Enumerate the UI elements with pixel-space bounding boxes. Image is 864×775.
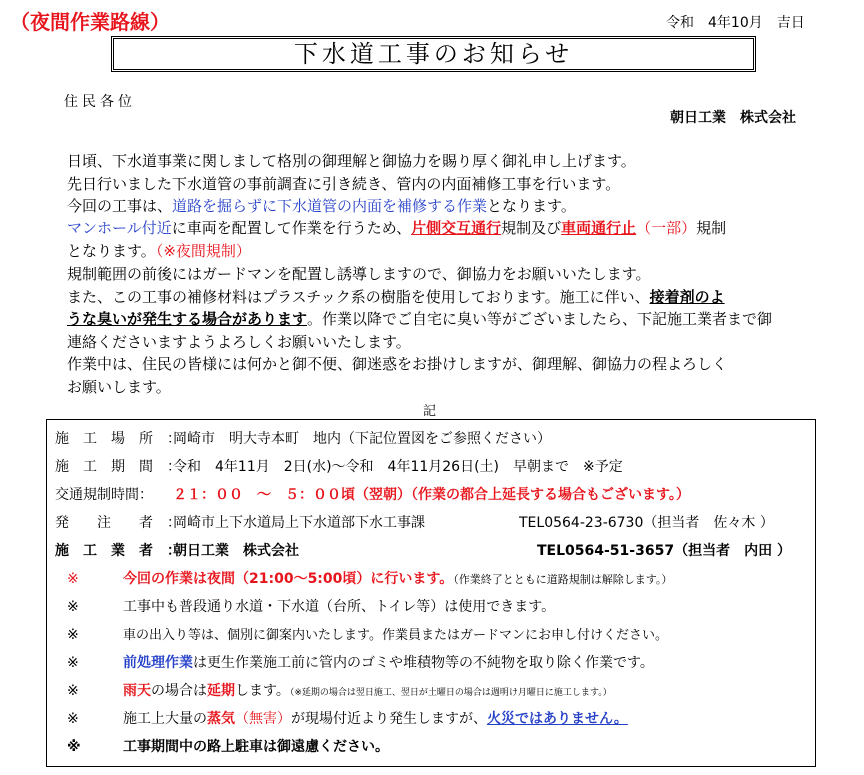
contractor-value: 朝日工業 株式会社 — [173, 543, 299, 559]
body-line-3 — [67, 196, 576, 216]
body-line-6: 規制範囲の前後にはガードマンを配置し誘導しますので、御協力をお願いいたします。 — [67, 265, 651, 283]
note-text: の場合は — [151, 683, 207, 699]
traffic-value: ２１：００ ～ ５：００頃（翌朝）（作業の都合上延長する場合もございます。） — [173, 487, 690, 503]
body-line-11: お願いします。 — [67, 378, 171, 396]
body-line-8 — [67, 309, 772, 329]
note-4 — [67, 652, 654, 672]
note-text: は更生作業施工前に管内のゴミや堆積物等の不純物を取り除く作業です。 — [193, 655, 654, 671]
place-row — [55, 428, 551, 448]
note-highlight: 前処理作業 — [123, 655, 193, 671]
body-line-7 — [67, 287, 725, 307]
note-text: 施工上大量の — [123, 711, 207, 727]
client-label: 発 注 者 ： — [55, 515, 181, 531]
note-5 — [67, 680, 612, 700]
night-work-tag: （夜間作業路線） — [10, 10, 170, 34]
highlight-text: 道路を掘らずに下水道管の内面を補修する作業 — [172, 197, 488, 215]
note-7 — [67, 736, 389, 756]
highlight-text: うな臭いが発生する場合があります — [67, 310, 308, 328]
note-mark: ※ — [67, 571, 79, 587]
note-highlight: 蒸気 — [207, 711, 235, 727]
note-2 — [67, 596, 555, 616]
traffic-label: 交通規制時間： — [55, 487, 153, 503]
body-line-5 — [67, 241, 251, 261]
text: となります。 — [487, 197, 576, 215]
note-3 — [67, 624, 668, 643]
text: 。作業以降でご自宅に臭い等がございましたら、下記施工業者まで御 — [307, 310, 773, 328]
period-value: 令和 4年11月 2日(水)～令和 4年11月26日(土) 早朝まで ※予定 — [173, 459, 623, 475]
client-tel: TEL0564-23-6730（担当者 佐々木 ） — [519, 515, 774, 531]
client-row — [55, 512, 425, 532]
note-text: 工事期間中の路上駐車は御遠慮ください。 — [123, 739, 389, 755]
period-row — [55, 456, 623, 476]
highlight-text: （※夜間規制） — [155, 242, 251, 260]
page-title: 下水道工事のお知らせ — [111, 36, 756, 72]
note-1 — [67, 568, 672, 588]
contractor-label: 施 工 業 者 ： — [55, 543, 181, 559]
note-text: 工事中も普段通り水道・下水道（台所、トイレ等）は使用できます。 — [123, 599, 556, 615]
notice-date: 令和 4年10月 吉日 — [666, 15, 805, 31]
note-6 — [67, 708, 628, 728]
recipients: 住民各位 — [64, 94, 136, 110]
text: 規制 — [696, 219, 727, 237]
text: 規制及び — [501, 219, 562, 237]
highlight-text: （一部） — [636, 219, 697, 237]
text: また、この工事の補修材料はプラスチック系の樹脂を使用しております。施工に伴い、 — [67, 288, 650, 306]
company-name: 朝日工業 株式会社 — [670, 110, 796, 126]
body-line-10: 作業中は、住民の皆様には何かと御不便、御迷惑をお掛けしますが、御理解、御協力の程よろしく — [67, 355, 728, 373]
note-text: が現場付近より発生しますが、 — [291, 711, 487, 727]
text: となります。 — [67, 242, 156, 260]
text: 今回の工事は、 — [67, 197, 173, 215]
note-highlight: 雨天 — [123, 683, 151, 699]
note-text: 車の出入り等は、個別に御案内いたします。作業員またはガードマンにお申し付けください。 — [123, 628, 668, 643]
body-line-1: 日頃、下水道事業に関しまして格別の御理解と御協力を賜り厚く御礼申し上げます。 — [67, 152, 636, 170]
note-mark: ※ — [67, 739, 81, 755]
note-mark: ※ — [67, 683, 79, 699]
note-mark: ※ — [67, 655, 79, 671]
body-line-9: 連絡くださいますようよろしくお願いいたします。 — [67, 333, 411, 351]
period-label: 施 工 期 間 ： — [55, 459, 181, 475]
place-value: 岡崎市 明大寺本町 地内（下記位置図をご参照ください） — [173, 431, 551, 447]
ki-heading: 記 — [423, 404, 437, 419]
highlight-text: 片側交互通行 — [411, 219, 502, 237]
note-mark: ※ — [67, 599, 79, 615]
note-mark: ※ — [67, 627, 79, 643]
text: に車両を配置して作業を行うため、 — [171, 219, 412, 237]
highlight-text: 接着剤のよ — [649, 288, 725, 306]
highlight-text: 車両通行止 — [561, 219, 637, 237]
traffic-row — [55, 484, 690, 504]
contractor-row — [55, 540, 299, 560]
note-highlight: 延期 — [207, 683, 235, 699]
note-text: します。 — [235, 683, 290, 699]
note-text: 今回の作業は夜間（21:00～5:00頃）に行います。 — [123, 571, 454, 587]
note-small: （※延期の場合は翌日施工、翌日が土曜日の場合は週明け月曜日に施工します。） — [289, 688, 612, 698]
note-highlight: （無害） — [235, 711, 291, 727]
contractor-tel: TEL0564-51-3657（担当者 内田 ） — [537, 543, 791, 559]
note-highlight: 火災ではありません。 — [487, 711, 628, 727]
client-value: 岡崎市上下水道局上下水道部下水工事課 — [173, 515, 425, 531]
place-label: 施 工 場 所 ： — [55, 431, 181, 447]
details-box — [46, 419, 816, 767]
body-line-4 — [67, 218, 726, 238]
body-line-2: 先日行いました下水道管の事前調査に引き続き、管内の内面補修工事を行います。 — [67, 175, 621, 193]
note-small: （作業終了とともに道路規制は解除します。） — [453, 573, 673, 586]
note-mark: ※ — [67, 711, 79, 727]
highlight-text: マンホール付近 — [67, 219, 172, 237]
